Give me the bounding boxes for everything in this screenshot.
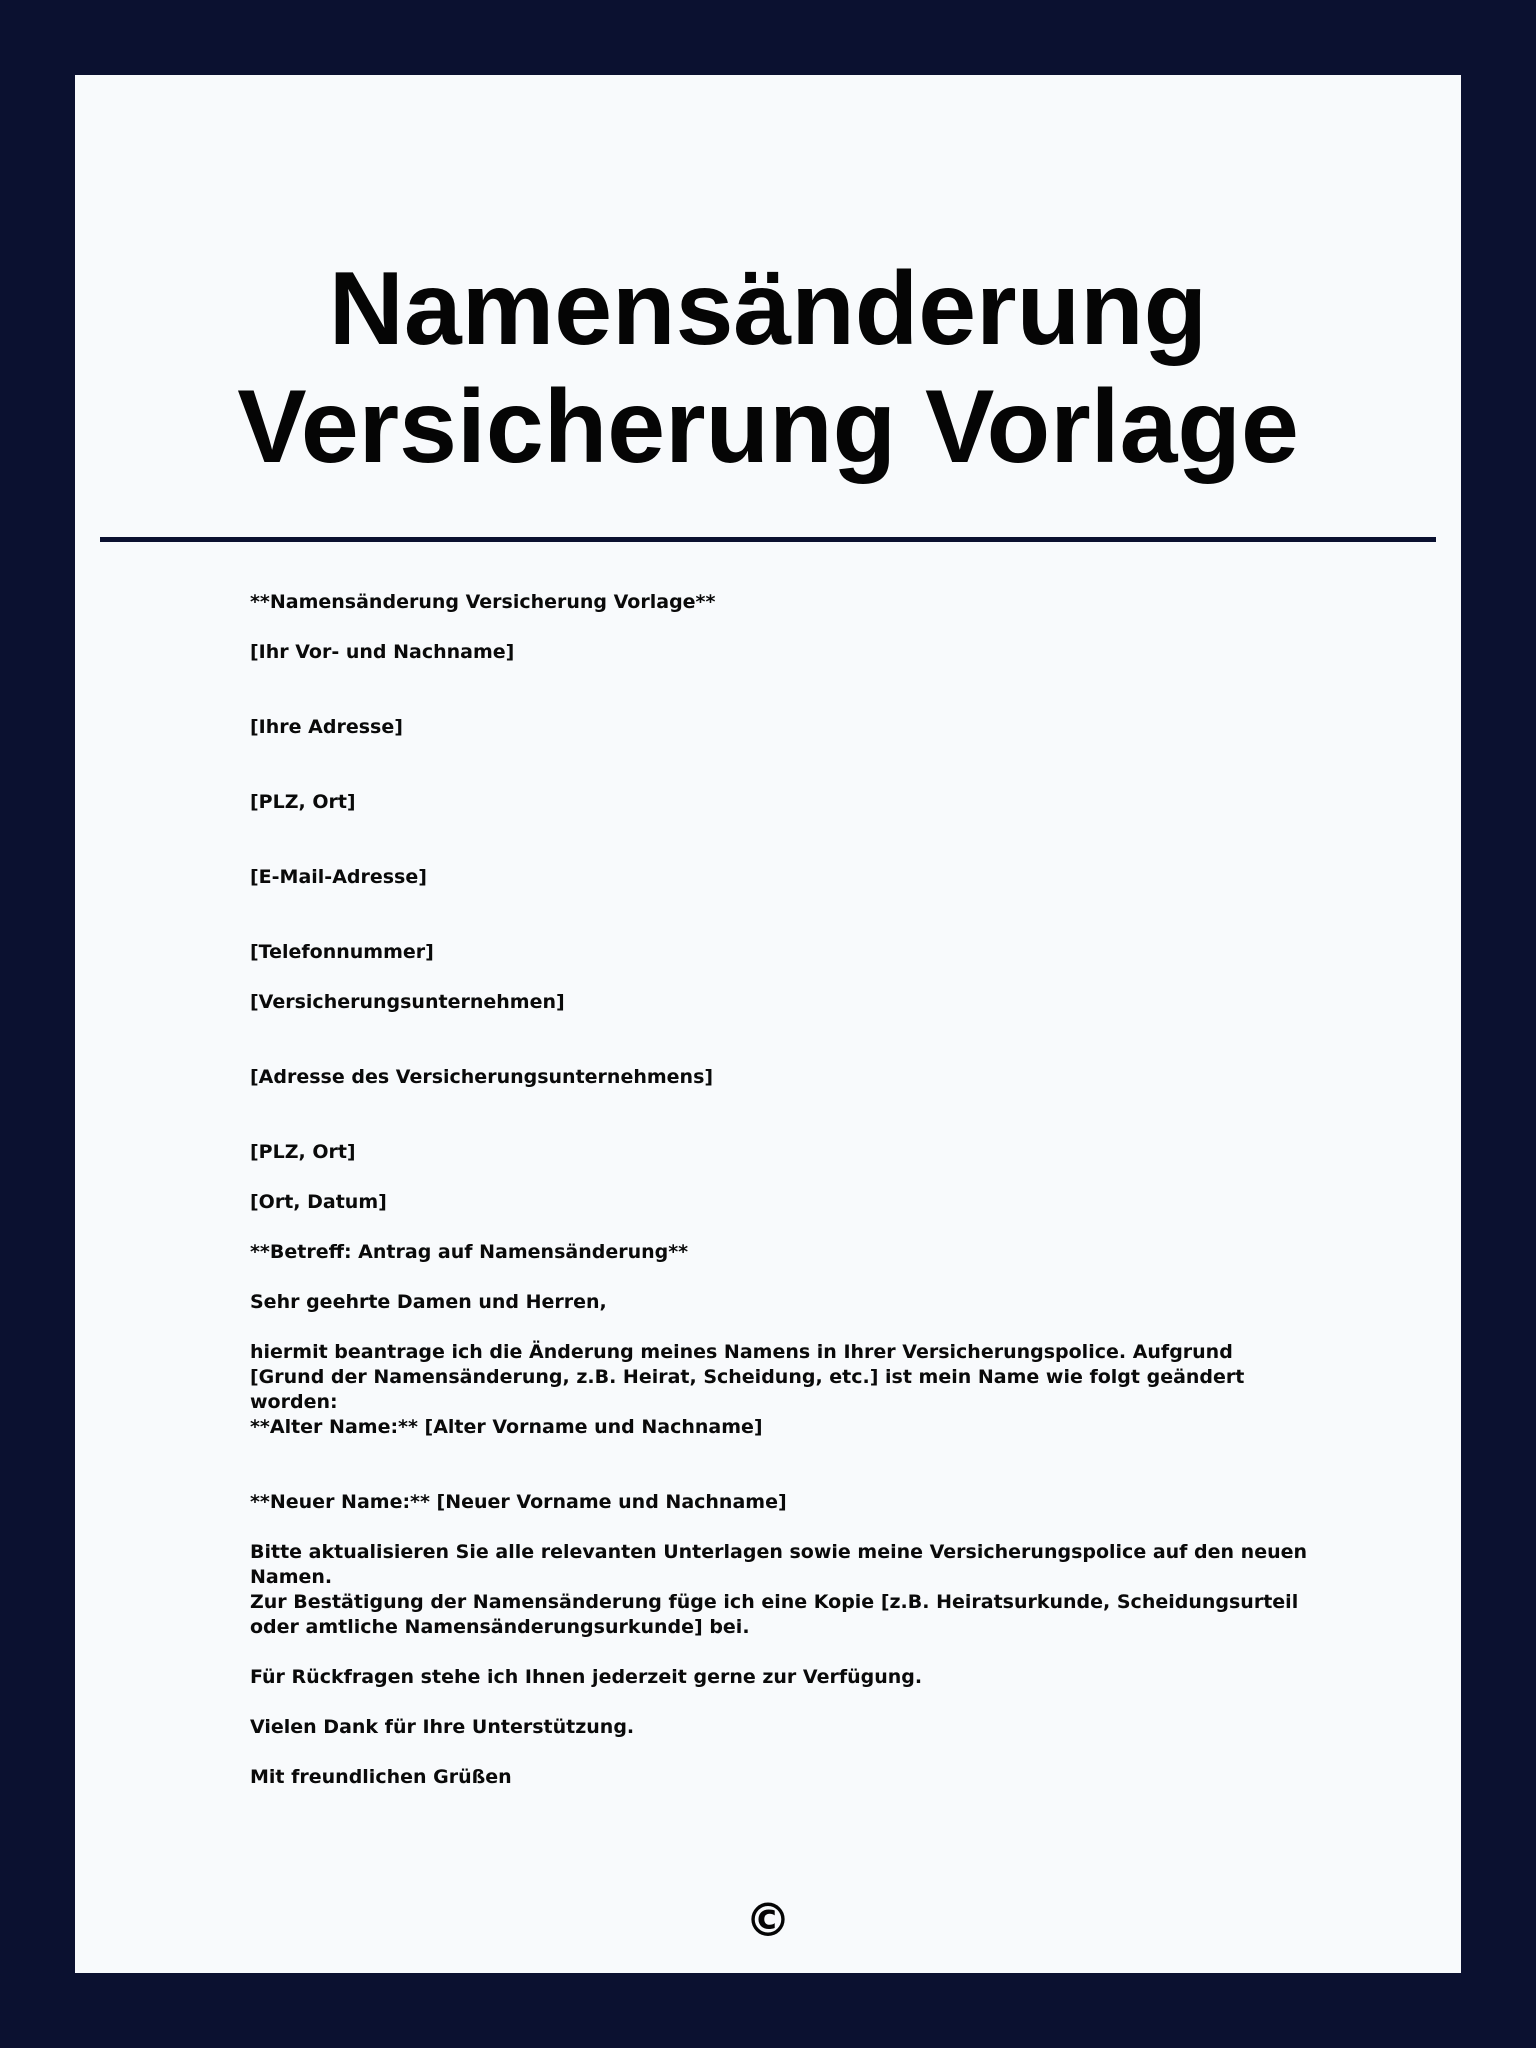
- letter-subject: **Betreff: Antrag auf Namensänderung**: [250, 1241, 689, 1263]
- title-line-1: Namensänderung: [328, 251, 1208, 367]
- paragraph-intro: hiermit beantrage ich die Änderung meines Namens in Ihrer Versicherungspolice. Aufgrund [Grund der Namensänderung, z.B. Heirat, Scheidung, etc.] ist mein Name wie folgt geändert worden:: [250, 1341, 1251, 1413]
- new-name-line: **Neuer Name:** [Neuer Vorname und Nachname]: [250, 1491, 787, 1513]
- document-title: [75, 250, 1461, 486]
- old-name-line: **Alter Name:** [Alter Vorname und Nachname]: [250, 1416, 763, 1438]
- sender-city: [PLZ, Ort]: [250, 791, 356, 813]
- letter-heading: **Namensänderung Versicherung Vorlage**: [250, 591, 716, 613]
- sender-email: [E-Mail-Adresse]: [250, 866, 427, 888]
- letter-closing: Mit freundlichen Grüßen: [250, 1766, 512, 1788]
- sender-address: [Ihre Adresse]: [250, 716, 403, 738]
- paragraph-attachment: Zur Bestätigung der Namensänderung füge ich eine Kopie [z.B. Heiratsurkunde, Scheidungsurteil oder amtliche Namensänderungsurkunde] bei.: [250, 1591, 1305, 1638]
- letter-thanks: Vielen Dank für Ihre Unterstützung.: [250, 1716, 635, 1738]
- title-line-2: Versicherung Vorlage: [237, 369, 1299, 485]
- paragraph-questions: Für Rückfragen stehe ich Ihnen jederzeit gerne zur Verfügung.: [250, 1666, 923, 1688]
- place-date: [Ort, Datum]: [250, 1191, 387, 1213]
- copyright-icon: ©: [745, 1893, 791, 1947]
- recipient-address: [Adresse des Versicherungsunternehmens]: [250, 1066, 714, 1088]
- recipient-city: [PLZ, Ort]: [250, 1141, 356, 1163]
- title-divider: [100, 537, 1436, 542]
- recipient-company: [Versicherungsunternehmen]: [250, 991, 565, 1013]
- sender-phone: [Telefonnummer]: [250, 941, 434, 963]
- sender-name: [Ihr Vor- und Nachname]: [250, 641, 515, 663]
- paragraph-update: Bitte aktualisieren Sie alle relevanten Unterlagen sowie meine Versicherungspolice auf den neuen Namen.: [250, 1541, 1314, 1588]
- letter-salutation: Sehr geehrte Damen und Herren,: [250, 1291, 607, 1313]
- document-page: [75, 75, 1461, 1973]
